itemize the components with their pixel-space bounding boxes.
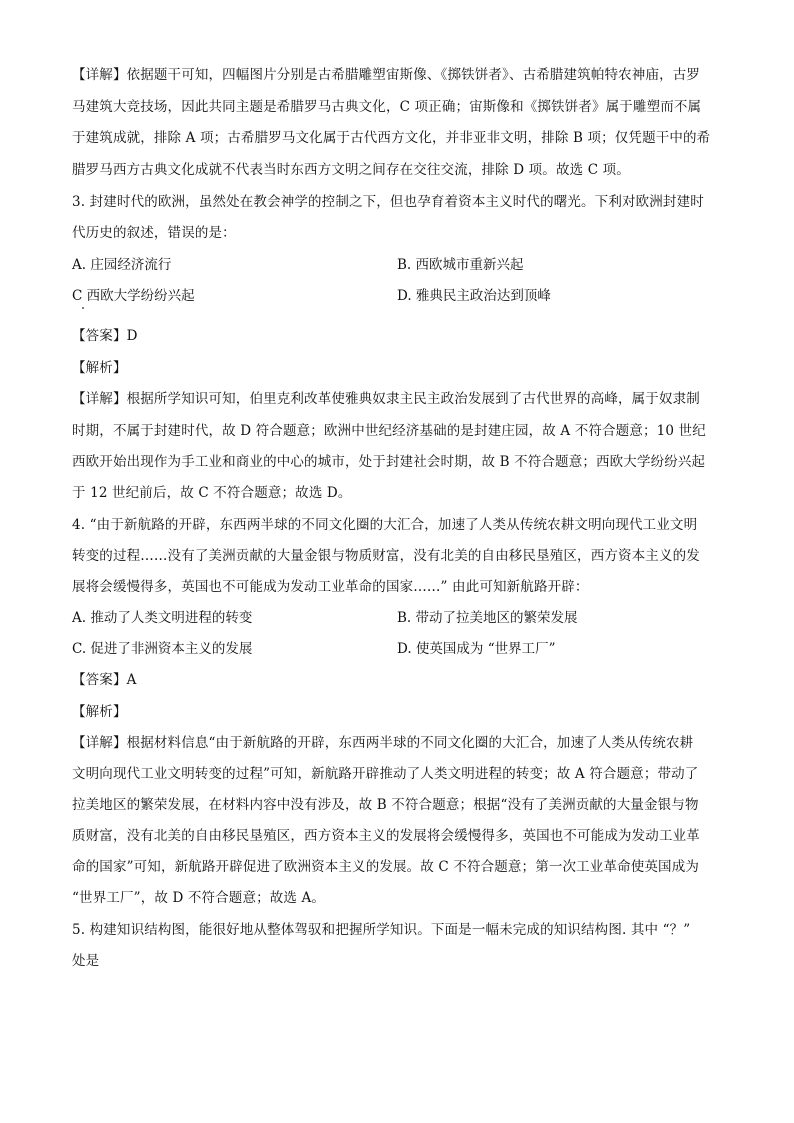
q4-answer: 【答案】A (72, 672, 137, 688)
q3-option-c: C 西欧大学纷纷兴起 (72, 288, 195, 304)
q2-detail-line-1: 【详解】依据题干可知，四幅图片分别是古希腊雕塑宙斯像、《掷铁饼者》、古希腊建筑帕特农神庙，古罗 (72, 67, 701, 83)
q4-detail-line-2: 文明向现代工业文明转变的过程”可知，新航路开辟推动了人类文明进程的转变；故 A 符合题意；带动了 (72, 766, 699, 782)
q4-stem-line-2: 转变的过程……没有了美洲贡献的大量金银与物质财富，没有北美的自由移民垦殖区，西方资本主义的发 (72, 548, 700, 564)
q4-option-b: B. 带动了拉美地区的繁荣发展 (397, 610, 578, 626)
q4-detail-line-1: 【详解】根据材料信息“由于新航路的开辟，东西两半球的不同文化圈的大汇合，加速了人类从传统农耕 (72, 735, 694, 751)
q3-stem-line-1: 3. 封建时代的欧洲，虽然处在教会神学的控制之下，但也孕育着资本主义时代的曙光。下利对欧洲封建时 (72, 194, 704, 210)
q3-answer: 【答案】D (72, 328, 138, 344)
q4-option-d: D. 使英国成为 “世界工厂” (397, 641, 556, 657)
q4-detail-line-5: 命的国家”可知，新航路开辟促进了欧洲资本主义的发展。故 C 不符合题意；第一次工业革命使英国成为 (72, 859, 700, 875)
q3-stem-line-2: 代历史的叙述，错误的是： (72, 225, 236, 241)
stray-mark (82, 307, 84, 309)
q5-stem-line-1: 5. 构建知识结构图，能很好地从整体驾驭和把握所学知识。下面是一幅未完成的知识结构图. 其中 “？” (72, 922, 691, 938)
q3-analysis-heading: 【解析】 (72, 360, 127, 376)
q3-detail-line-4: 于 12 世纪前后，故 C 不符合题意；故选 D。 (72, 485, 352, 501)
q4-detail-line-3: 拉美地区的繁荣发展，在材料内容中没有涉及，故 B 不符合题意；根据“没有了美洲贡献的大量金银与物 (72, 797, 699, 813)
q4-option-c: C. 促进了非洲资本主义的发展 (72, 641, 253, 657)
q3-option-a: A. 庄园经济流行 (72, 257, 172, 273)
q3-option-d: D. 雅典民主政治达到顶峰 (397, 288, 551, 304)
q3-detail-line-2: 时期，不属于封建时代，故 D 符合题意；欧洲中世纪经济基础的是封建庄园，故 A 不符合题意；10 世纪 (72, 423, 706, 439)
q3-option-b: B. 西欧城市重新兴起 (397, 257, 524, 273)
q5-stem-line-2: 处是 (72, 953, 100, 969)
q3-detail-line-1: 【详解】根据所学知识可知，伯里克利改革使雅典奴隶主民主政治发展到了古代世界的高峰，属于奴隶制 (72, 391, 700, 407)
q2-detail-line-2: 马建筑大竞技场，因此共同主题是希腊罗马古典文化，C 项正确；宙斯像和《掷铁饼者》属于雕塑而不属 (72, 99, 702, 115)
q4-stem-line-1: 4. “由于新航路的开辟，东西两半球的不同文化圈的大汇合，加速了人类从传统农耕文明向现代工业文明 (72, 517, 698, 533)
q4-stem-line-3: 展将会缓慢得多，英国也不可能成为发动工业革命的国家……” 由此可知新航路开辟： (72, 579, 589, 595)
q4-detail-line-6: “世界工厂”，故 D 不符合题意；故选 A。 (72, 890, 326, 906)
q3-detail-line-3: 西欧开始出现作为手工业和商业的中心的城市，处于封建社会时期，故 B 不符合题意；西欧大学纷纷兴起 (72, 454, 706, 470)
q4-detail-line-4: 质财富，没有北美的自由移民垦殖区，西方资本主义的发展将会缓慢得多，英国也不可能成为发动工业革 (72, 828, 700, 844)
q4-option-a: A. 推动了人类文明进程的转变 (72, 610, 253, 626)
q2-detail-line-4: 腊罗马西方古典文化成就不代表当时东西方文明之间存在交往交流，排除 D 项。故选 C 项。 (72, 162, 630, 178)
q2-detail-line-3: 于建筑成就，排除 A 项；古希腊罗马文化属于古代西方文化，并非亚非文明，排除 B 项；仅凭题干中的希 (72, 130, 711, 146)
q4-analysis-heading: 【解析】 (72, 704, 127, 720)
